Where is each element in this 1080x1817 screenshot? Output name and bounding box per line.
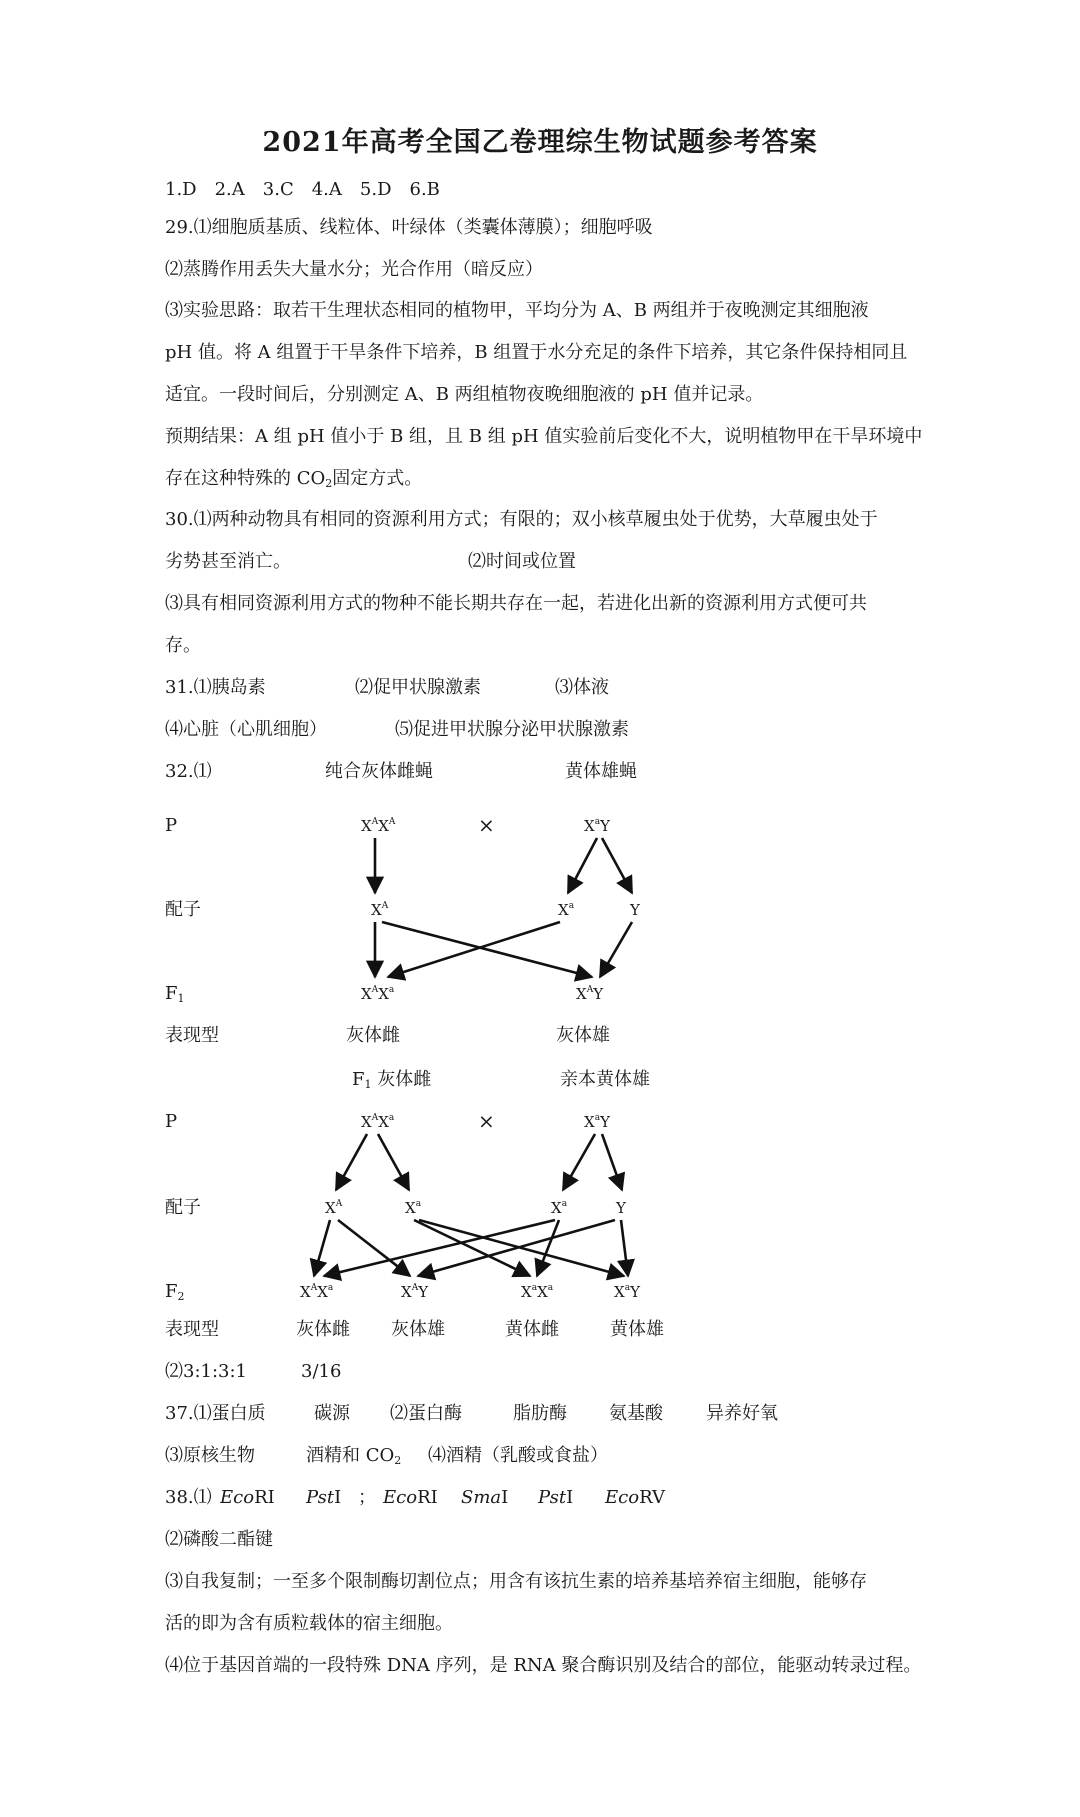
gamete2-Xa-female: $X^a$ xyxy=(405,1199,422,1217)
q29-line-7 xyxy=(165,467,422,491)
arrow-XAXa-to-XA xyxy=(336,1134,367,1190)
f2-phenotype-1: 灰体雌 xyxy=(296,1319,350,1340)
arrow-Y-to-F1-male xyxy=(600,922,632,977)
cross2-male-label: 亲本黄体雄 xyxy=(560,1069,650,1090)
enzyme-6: EcoRV xyxy=(605,1487,665,1508)
enzyme-2: PstⅠ xyxy=(306,1487,342,1508)
gamete-label-1: 配子 xyxy=(165,899,201,920)
f1-genotype-XAXa: $X^AX^a$ xyxy=(361,985,395,1003)
q29-line-5: 适宜。一段时间后，分别测定 A、B 两组植物夜晚细胞液的 pH 值并记录。 xyxy=(165,384,764,405)
q38-part-3-line-1: ⑶自我复制；一至多个限制酶切割位点；用含有该抗生素的培养基培养宿主细胞，能够存 xyxy=(165,1571,867,1592)
q38-part-4: ⑷位于基因首端的一段特殊 DNA 序列，是 RNA 聚合酶识别及结合的部位，能驱动转录过程。 xyxy=(165,1655,922,1676)
f1-genotype-XAY: $X^AY$ xyxy=(576,985,604,1003)
f2-genotype-XaY: $X^aY$ xyxy=(614,1283,640,1301)
q29-line-2: ⑵蒸腾作用丢失大量水分；光合作用（暗反应） xyxy=(165,259,543,280)
arrow-XaY2-to-Y xyxy=(602,1134,622,1190)
q29-line-4: pH 值。将 A 组置于干旱条件下培养，B 组置于水分充足的条件下培养，其它条件保持相同且 xyxy=(165,342,908,363)
gamete2-XA: $X^A$ xyxy=(325,1199,343,1217)
arrow-XaY-to-Xa xyxy=(568,838,597,893)
gamete-Y: Y xyxy=(630,901,640,919)
f1-phenotype-male: 灰体雄 xyxy=(556,1025,610,1046)
q29-line-7-b: 固定方式。 xyxy=(332,468,423,489)
enzyme-3: EcoRⅠ xyxy=(383,1487,438,1508)
p-generation-label-2: P xyxy=(165,1111,178,1132)
gamete-XA: $X^A$ xyxy=(371,901,389,919)
arrow-XA-to-F1-male xyxy=(382,922,592,977)
genotype-XaY: $X^aY$ xyxy=(584,817,610,835)
arrow-XAXa-to-Xa xyxy=(378,1134,409,1190)
q37-item-1: 37.⑴蛋白质 xyxy=(165,1403,266,1424)
q30-line-3: ⑶具有相同资源利用方式的物种不能长期共存在一起，若进化出新的资源利用方式便可共 xyxy=(165,593,867,614)
gamete2-Xa-male: $X^a$ xyxy=(551,1199,568,1217)
q30-line-2a: 劣势甚至消亡。 xyxy=(165,551,291,572)
cross2-female-label: $F_1$ 灰体雌 xyxy=(352,1069,432,1091)
f2-phenotype-3: 黄体雌 xyxy=(505,1319,559,1340)
q30-line-4: 存。 xyxy=(165,635,201,656)
q29-line-3: ⑶实验思路：取若干生理状态相同的植物甲，平均分为 A、B 两组并于夜晚测定其细胞液 xyxy=(165,300,869,321)
choice-answers: 1.D 2.A 3.C 4.A 5.D 6.B xyxy=(165,179,440,200)
genotype-XaY-parent: $X^aY$ xyxy=(584,1113,610,1131)
gamete-Xa: $X^a$ xyxy=(558,901,575,919)
q29-line-6: 预期结果：A 组 pH 值小于 B 组，且 B 组 pH 值实验前后变化不大，说明植物甲在干旱环境中 xyxy=(165,426,923,447)
q37-part-4: ⑷酒精（乳酸或食盐） xyxy=(428,1445,608,1466)
parent-male-label: 黄体雄蝇 xyxy=(565,761,637,782)
parent-female-label: 纯合灰体雌蝇 xyxy=(325,761,433,782)
genotype-XAXa-parent: $X^AX^a$ xyxy=(361,1113,395,1131)
arrow-Y-to-F2-2 xyxy=(418,1220,615,1276)
f1-label: $F_1$ xyxy=(165,983,185,1005)
arrow-Xa-to-F1-female xyxy=(388,922,560,977)
q38-part-3-line-2: 活的即为含有质粒载体的宿主细胞。 xyxy=(165,1613,453,1634)
arrow-Xa-to-F2-3 xyxy=(414,1220,530,1276)
phenotype-label-1: 表现型 xyxy=(165,1025,219,1046)
q32-number: 32.⑴ xyxy=(165,761,212,782)
arrow-XaY2-to-Xa xyxy=(563,1134,595,1190)
phenotype-label-2: 表现型 xyxy=(165,1319,219,1340)
q31-part-1: 31.⑴胰岛素 xyxy=(165,677,266,698)
arrow-XA-to-F2-1 xyxy=(314,1220,330,1276)
q32-part-2: ⑵3:1:3:1 3/16 xyxy=(165,1361,342,1382)
f1-phenotype-female: 灰体雌 xyxy=(346,1025,400,1046)
arrow-Y-to-F2-4 xyxy=(621,1220,628,1276)
arrow-Xa-male-to-F2-3 xyxy=(537,1220,559,1276)
arrow-XaY-to-Y xyxy=(602,838,632,893)
q37-item-4: 脂肪酶 xyxy=(513,1403,567,1424)
arrow-Xa-male-to-F2-1 xyxy=(324,1220,555,1276)
enzyme-1: EcoRⅠ xyxy=(220,1487,275,1508)
gamete2-Y: Y xyxy=(616,1199,626,1217)
q29-line-1: 29.⑴细胞质基质、线粒体、叶绿体（类囊体薄膜）；细胞呼吸 xyxy=(165,217,653,238)
cross-symbol-1: × xyxy=(478,813,495,837)
co2-subscript: 2 xyxy=(325,477,333,490)
q29-line-7-a: 存在这种特殊的 CO xyxy=(165,468,326,489)
enzyme-separator: ； xyxy=(358,1487,376,1508)
q37-item-6: 异养好氧 xyxy=(706,1403,778,1424)
q31-part-5: ⑸促进甲状腺分泌甲状腺激素 xyxy=(395,719,629,740)
arrow-Xa-to-F2-4 xyxy=(419,1220,624,1276)
gamete-label-2: 配子 xyxy=(165,1197,201,1218)
q30-line-2b: ⑵时间或位置 xyxy=(468,551,576,572)
q38-part-2: ⑵磷酸二酯键 xyxy=(165,1529,273,1550)
q31-part-4: ⑷心脏（心肌细胞） xyxy=(165,719,327,740)
q37-ethanol-co2: 酒精和 $CO_2$ xyxy=(306,1445,402,1467)
f2-label: $F_2$ xyxy=(165,1281,185,1303)
q38-number: 38.⑴ xyxy=(165,1487,212,1508)
q31-part-3: ⑶体液 xyxy=(555,677,609,698)
enzyme-4: SmaⅠ xyxy=(461,1487,509,1508)
p-generation-label-1: P xyxy=(165,815,178,836)
q37-item-5: 氨基酸 xyxy=(609,1403,663,1424)
q37-item-2: 碳源 xyxy=(314,1403,350,1424)
arrow-XA-to-F2-2 xyxy=(338,1220,410,1276)
genotype-XAXA: $X^AX^A$ xyxy=(361,817,396,835)
f2-phenotype-2: 灰体雄 xyxy=(391,1319,445,1340)
q30-line-1: 30.⑴两种动物具有相同的资源利用方式；有限的；双小核草履虫处于优势，大草履虫处于 xyxy=(165,509,878,530)
cross-symbol-2: × xyxy=(478,1109,495,1133)
q37-part-3: ⑶原核生物 xyxy=(165,1445,255,1466)
f2-genotype-XAXa: $X^AX^a$ xyxy=(300,1283,334,1301)
q31-part-2: ⑵促甲状腺激素 xyxy=(355,677,481,698)
enzyme-5: PstⅠ xyxy=(538,1487,574,1508)
q37-item-3: ⑵蛋白酶 xyxy=(390,1403,462,1424)
f2-genotype-XAY: $X^AY$ xyxy=(401,1283,429,1301)
f2-genotype-XaXa: $X^aX^a$ xyxy=(521,1283,554,1301)
f2-phenotype-4: 黄体雄 xyxy=(610,1319,664,1340)
page-title: 2021年高考全国乙卷理综生物试题参考答案 xyxy=(262,127,818,158)
